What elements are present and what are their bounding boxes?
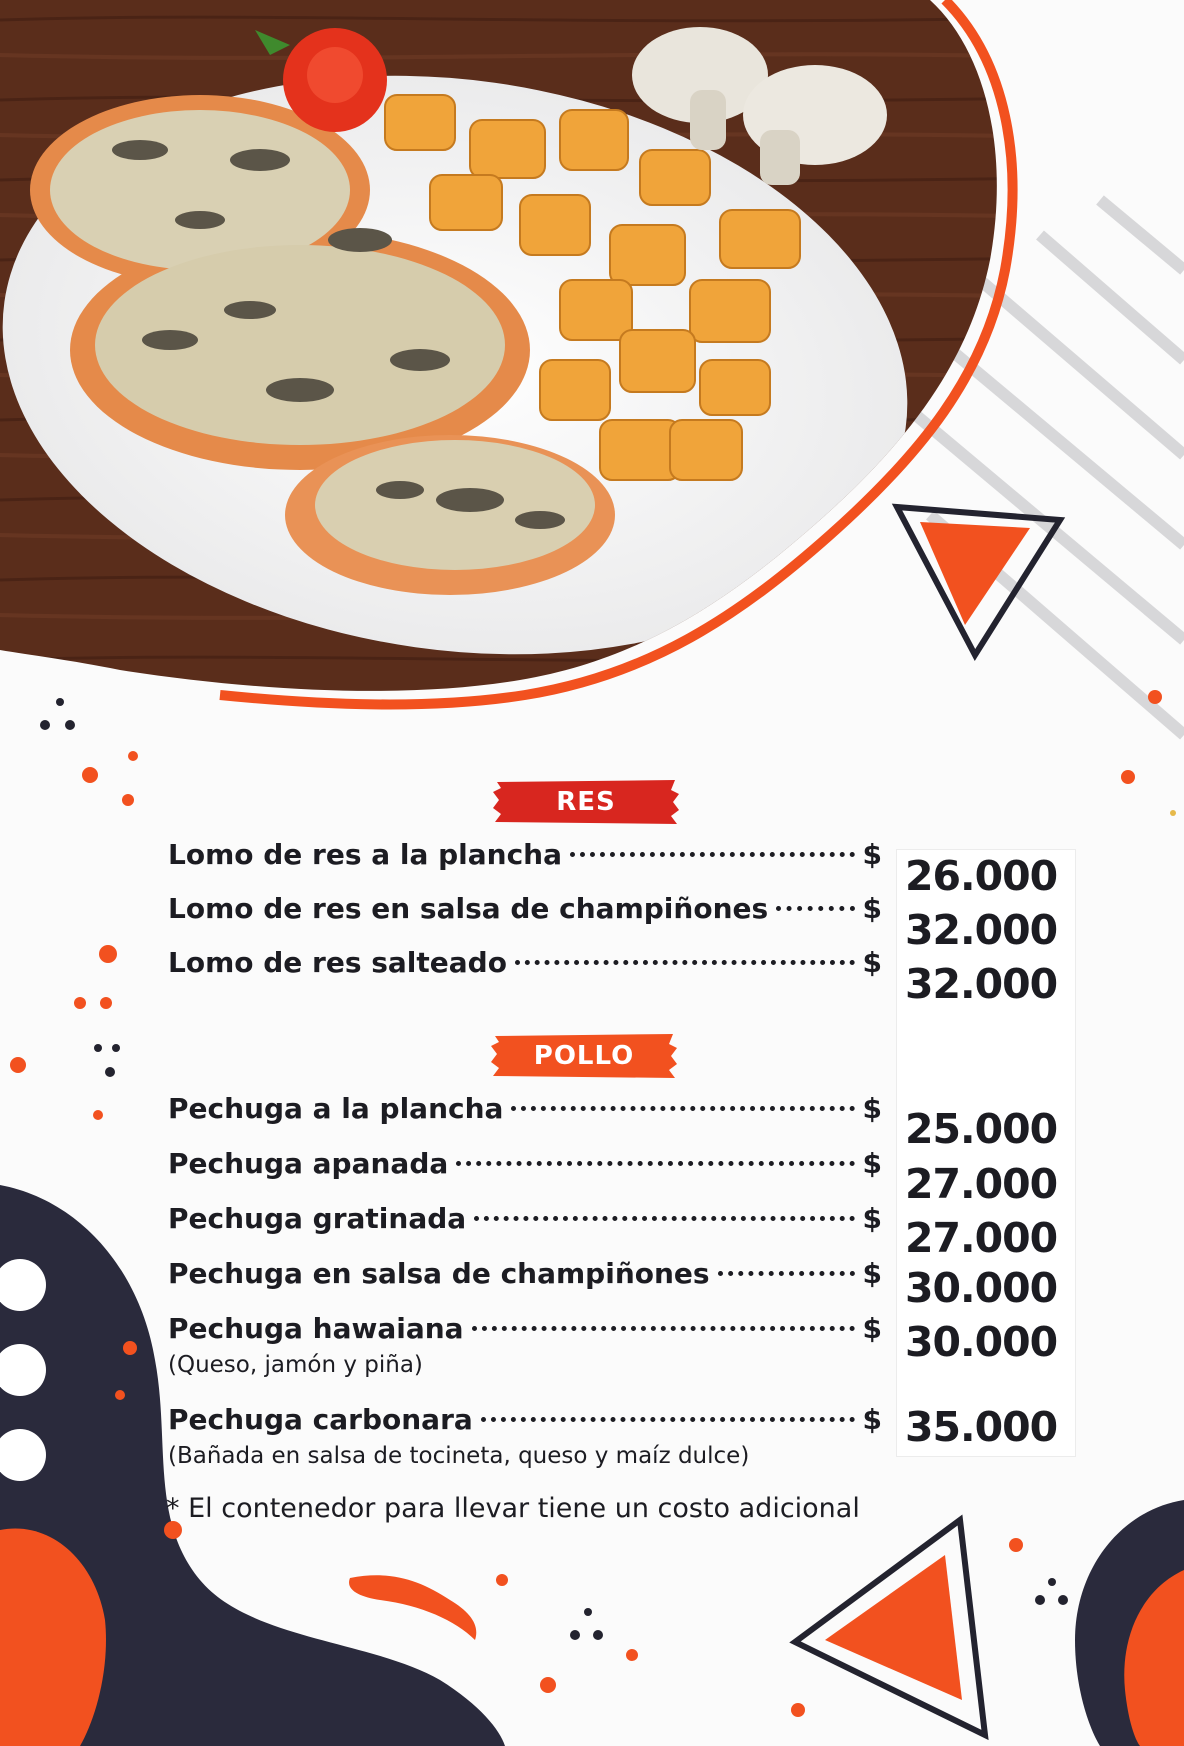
section-title: RES [556,787,616,817]
triangle-icon [897,507,1060,655]
currency-sign: $ [862,1403,882,1436]
dot-leader [456,1161,854,1166]
item-description: (Bañada en salsa de tocineta, queso y maíz dulce) [168,1443,750,1469]
item-price: 30.000 [905,1318,1058,1366]
currency-sign: $ [862,1147,882,1180]
dot-leader [474,1216,854,1221]
dish-photo [0,0,1000,711]
item-name: Pechuga a la plancha [168,1092,504,1125]
menu-item-pechuga-hawaiana [168,1312,882,1378]
menu-item-pechuga-gratinada [168,1202,882,1242]
currency-sign: $ [862,892,882,925]
item-price: 32.000 [905,906,1058,954]
item-name: Pechuga hawaiana [168,1312,464,1345]
item-name: Lomo de res a la plancha [168,838,563,871]
dot-leader [776,906,854,911]
menu-item-lomo-plancha [168,838,882,878]
section-title: POLLO [533,1041,635,1071]
item-price: 27.000 [905,1160,1058,1208]
menu-item-pechuga-apanada [168,1147,882,1187]
menu-item-lomo-champinones [168,892,882,932]
dot-leader [570,852,855,857]
section-banner-pollo [491,1034,677,1078]
item-name: Lomo de res salteado [168,946,507,979]
currency-sign: $ [862,1092,882,1125]
dot-leader [718,1271,855,1276]
item-price: 35.000 [905,1403,1058,1451]
dot-leader [515,960,855,965]
currency-sign: $ [862,946,882,979]
menu-item-pechuga-plancha [168,1092,882,1132]
dot-leader [481,1417,855,1422]
item-name: Pechuga apanada [168,1147,449,1180]
item-price: 25.000 [905,1105,1058,1153]
item-price: 32.000 [905,960,1058,1008]
dot-leader [472,1326,855,1331]
item-price: 27.000 [905,1214,1058,1262]
menu-item-pechuga-carbonara [168,1403,882,1469]
menu-item-pechuga-champinones [168,1257,882,1297]
item-name: Lomo de res en salsa de champiñones [168,892,769,925]
footnote: * El contenedor para llevar tiene un costo adicional [166,1493,860,1524]
item-name: Pechuga gratinada [168,1202,467,1235]
currency-sign: $ [862,1312,882,1345]
menu-item-lomo-salteado [168,946,882,986]
item-name: Pechuga en salsa de champiñones [168,1257,710,1290]
item-price: 30.000 [905,1264,1058,1312]
item-description: (Queso, jamón y piña) [168,1352,423,1378]
currency-sign: $ [862,838,882,871]
section-banner-res [493,780,679,824]
item-name: Pechuga carbonara [168,1403,473,1436]
item-price: 26.000 [905,852,1058,900]
dot-leader [511,1106,854,1111]
currency-sign: $ [862,1202,882,1235]
currency-sign: $ [862,1257,882,1290]
